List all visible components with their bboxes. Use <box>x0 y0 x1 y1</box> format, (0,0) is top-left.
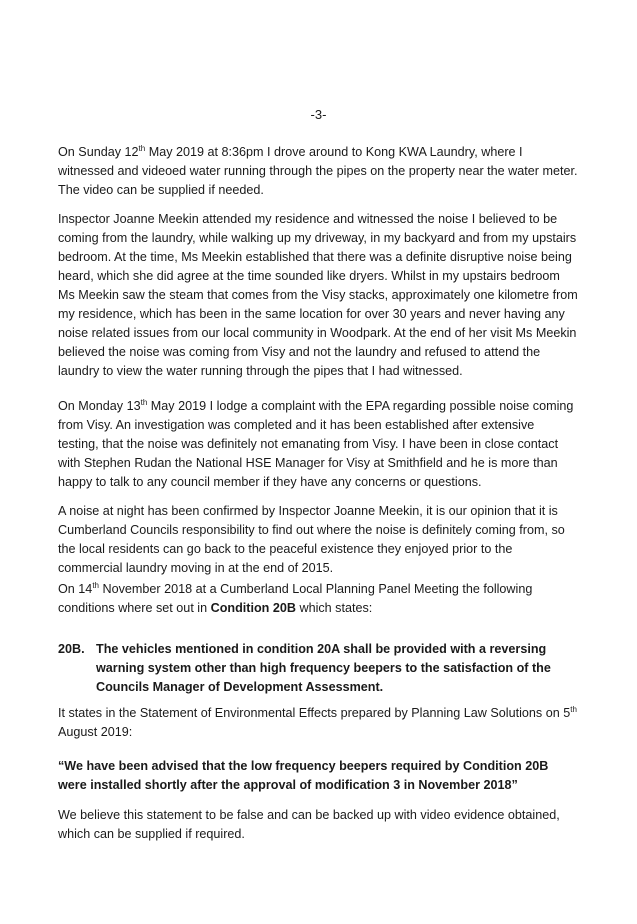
condition-text: The vehicles mentioned in condition 20A shall be provided with a reversing warning system other than high frequency beepers to the satisfaction of the Councils Manager of Development Assessment. <box>96 642 551 694</box>
ordinal-suffix: th <box>138 143 146 153</box>
paragraph-text: May 2019 I lodge a complaint with the EPA regarding possible noise coming from Visy. An investigation was completed and it has been established after extensive testing, that the noise was definitely not emanating from Visy. I have been in close contact with Stephen Rudan the National HSE Manager for Visy at Smithfield and he is more than happy to talk to any council member if they have any concerns or questions. <box>58 399 574 489</box>
paragraph-text: On Monday 13 <box>58 399 141 413</box>
paragraph-text: On Sunday 12 <box>58 145 139 159</box>
ordinal-suffix: th <box>92 580 99 590</box>
paragraph-text: November 2018 at a Cumberland Local Planning Panel Meeting the following conditions where set out in <box>58 582 533 615</box>
paragraph-inspector-visit: Inspector Joanne Meekin attended my residence and witnessed the noise I believed to be coming from the laundry, while walking up my driveway, in my backyard and from my upstairs bedroom. At the time, Ms Meekin established that there was a definite disruptive noise being heard, which she did agree at the time sounded like dryers. Whilst in my upstairs bedroom Ms Meekin saw the steam that comes from the Visy stacks, approximately one kilometre from my residence, which has been in the same location for over 30 years and never having any noise related issues from our local community in Woodpark. At the end of her visit Ms Meekin believed the noise was coming from Visy and not the laundry and refused to attend the laundry to view the water running through the pipes that I had witnessed. <box>58 212 578 378</box>
paragraph-text: On 14 <box>58 582 93 596</box>
ordinal-suffix: th <box>570 704 577 714</box>
paragraph-conclusion: We believe this statement to be false and can be backed up with video evidence obtained, which can be supplied if required. <box>58 808 560 841</box>
paragraph-text: which states: <box>295 601 373 615</box>
ordinal-suffix: th <box>140 397 148 407</box>
quoted-statement: “We have been advised that the low frequency beepers required by Condition 20B were installed shortly after the approval of modification 3 in November 2018” <box>58 759 549 792</box>
paragraph-epa-complaint <box>58 397 578 492</box>
paragraph-planning-panel <box>58 580 578 618</box>
paragraph-council-responsibility: A noise at night has been confirmed by Inspector Joanne Meekin, it is our opinion that it is Cumberland Councils responsibility to find out where the noise is definitely coming from, so the local residents can go back to the peaceful existence they enjoyed prior to the commercial laundry moving in at the end of 2015. <box>58 504 565 575</box>
condition-reference: Condition 20B <box>210 601 296 615</box>
page-number: -3- <box>310 107 327 122</box>
paragraph-text: It states in the Statement of Environmental Effects prepared by Planning Law Solutions on 5 <box>58 706 571 720</box>
condition-label: 20B. <box>58 642 85 656</box>
paragraph-laundry-visit <box>58 143 578 200</box>
paragraph-text: August 2019: <box>58 725 133 739</box>
paragraph-environmental-statement <box>58 704 578 742</box>
paragraph-text: May 2019 at 8:36pm I drove around to Kong KWA Laundry, where I witnessed and videoed water running through the pipes on the property near the water meter. The video can be supplied if needed. <box>58 145 578 197</box>
